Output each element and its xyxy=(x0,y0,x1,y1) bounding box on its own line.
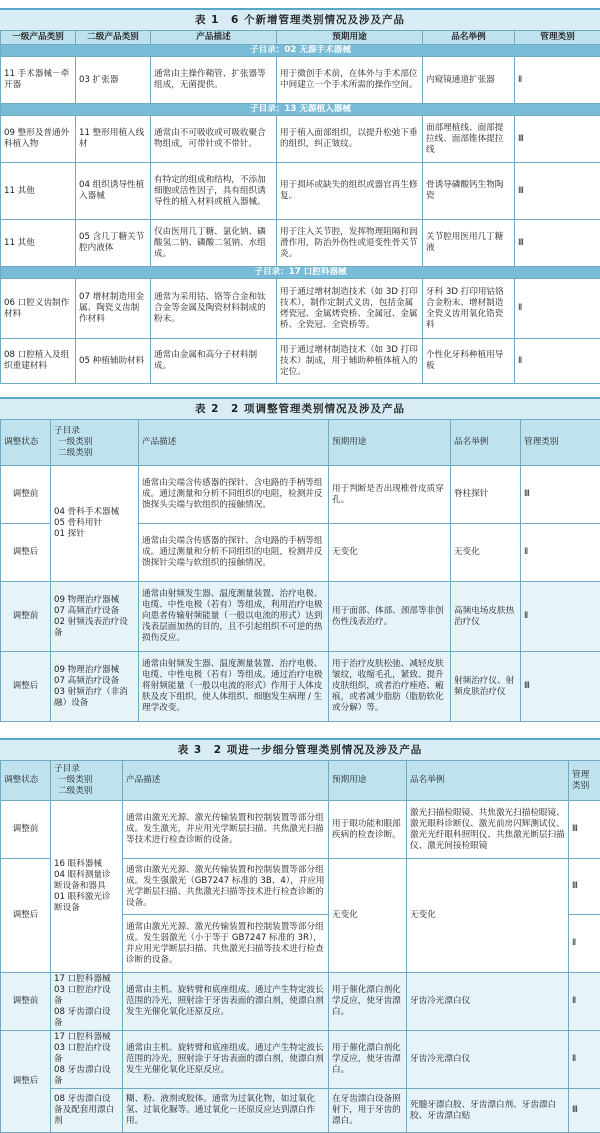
table-1-group-row xyxy=(1,104,600,116)
status-cell: 调整前 xyxy=(1,466,51,524)
table-cell: 05 种植辅助材料 xyxy=(76,339,151,384)
table-row xyxy=(1,1089,600,1133)
catalog-cell: 16 眼科器械 04 眼科测量诊断设备和器具 01 眼科激光诊断设备 xyxy=(51,801,123,973)
table-3-title: 表 3 2 项进一步细分管理类别情况及涉及产品 xyxy=(0,738,600,760)
use-cell: 用于面部、体部、颈部等非创伤性浅表治疗。 xyxy=(329,582,451,652)
mgmt-cell: Ⅲ xyxy=(521,466,600,524)
desc-cell: 糊、粉、液剂或胶体。通常为过氧化物，如过氧化氢、过氧化脲等。通过氧化－还原反应达到漂白作用。 xyxy=(123,1089,329,1133)
table-row xyxy=(1,1031,600,1089)
table-cell: 06 口腔义齿制作材料 xyxy=(1,279,76,339)
catalog-cell: 17 口腔科器械 03 口腔治疗设备 08 牙齿漂白设备 xyxy=(51,1031,123,1089)
header-desc: 产品描述 xyxy=(139,420,329,466)
table-cell: 骨诱导磷酸钙生物陶瓷 xyxy=(423,163,515,220)
mgmt-cell: Ⅱ xyxy=(569,915,600,973)
table-3 xyxy=(0,738,600,1133)
table-cell: 11 其他 xyxy=(1,220,76,267)
table-cell: Ⅱ xyxy=(515,339,600,384)
mgmt-cell: Ⅲ xyxy=(569,859,600,915)
desc-cell: 通常由主机、旋转臂和底座组成。通过产生特定波长范围的冷光，照射涂于牙齿表面的漂白剂，使漂白剂发生光催化氧化还原反应。 xyxy=(123,1031,329,1089)
header-use: 预期用途 xyxy=(329,761,407,801)
example-cell: 激光扫描检眼镜、共焦激光扫描检眼镜、激光眼科诊断仪、激光前房闪辉测试仪、激光光纤眼科照明仪、共焦激光断层扫描仪、激光间接检眼镜 xyxy=(407,801,569,859)
use-cell: 用于催化漂白剂化学反应，使牙齿漂白。 xyxy=(329,973,407,1031)
mgmt-cell: Ⅲ xyxy=(521,652,600,722)
mgmt-cell: Ⅲ xyxy=(569,801,600,859)
table-2-title: 表 2 2 项调整管理类别情况及涉及产品 xyxy=(0,397,600,419)
mgmt-cell: Ⅱ xyxy=(569,1031,600,1089)
table-cell: 08 口腔植入及组织重建材料 xyxy=(1,339,76,384)
table-1-header-cell: 品名举例 xyxy=(423,31,515,45)
table-1-header-cell: 二级产品类别 xyxy=(76,31,151,45)
table-1-header-cell: 一级产品类别 xyxy=(1,31,76,45)
catalog-cell: 09 物理治疗器械 07 高频治疗设备 03 射频治疗（非消融）设备 xyxy=(51,652,139,722)
table-row xyxy=(1,582,600,652)
mgmt-cell: Ⅲ xyxy=(569,1089,600,1133)
table-cell: 通常由不可吸收或可吸收聚合物组成，可带针或不带针。 xyxy=(151,116,277,163)
mgmt-cell: Ⅱ xyxy=(521,582,600,652)
desc-cell: 通常由激光光源、激光传输装置和控制装置等部分组成。发生强激光（GB7247 标准的 3B、4），并应用光学断层扫描、共焦激光扫描等技术进行检查诊断的设备。 xyxy=(123,859,329,915)
table-cell: 牙科 3D 打印用钴铬合金粉末、增材制造全瓷义齿用氧化锆瓷料 xyxy=(423,279,515,339)
use-cell: 无变化 xyxy=(329,524,451,582)
example-cell: 高频电场皮肤热治疗仪 xyxy=(451,582,521,652)
table-cell: 03 扩张器 xyxy=(76,57,151,104)
table-cell: 用于植入面部组织，以提升松弛下垂的组织，纠正皱纹。 xyxy=(277,116,423,163)
use-cell: 无变化 xyxy=(329,859,407,973)
desc-cell: 通常由尖端含传感器的探针、含电路的手柄等组成。通过测量和分析不同组织的电阻，检测并反馈探头尖端与软组织的接触情况。 xyxy=(139,466,329,524)
table-row xyxy=(1,652,600,722)
example-cell: 脊柱探针 xyxy=(451,466,521,524)
catalog-header-line: 子目录 xyxy=(54,426,135,437)
catalog-header-line: 一级类别 xyxy=(54,775,119,786)
table-cell: Ⅲ xyxy=(515,220,600,267)
table-cell: 11 手术器械－牵开器 xyxy=(1,57,76,104)
table-1-grid xyxy=(0,30,600,384)
desc-cell: 通常由射频发生器、温度测量装置、治疗电极、电缆、中性电极（若有）等组成，利用治疗电极向患者传输射频能量（一般以电流的形式）达到浅表层面加热的目的，且不引起组织不可逆的热损伤反应。 xyxy=(139,582,329,652)
header-catalog xyxy=(51,420,139,466)
table-cell: 面部埋植线、面部提拉线、面部锥体提拉线 xyxy=(423,116,515,163)
table-cell: 个性化牙科种植用导板 xyxy=(423,339,515,384)
header-mgmt: 管理类别 xyxy=(521,420,600,466)
table-cell: 通常由主操作鞘管、扩张器等组成，无菌提供。 xyxy=(151,57,277,104)
desc-cell: 通常由尖端含传感器的探针、含电路的手柄等组成。通过测量和分析不同组织的电阻，检测并反馈探针尖端与软组织的接触情况。 xyxy=(139,524,329,582)
table-cell: 05 含几丁糖关节腔内液体 xyxy=(76,220,151,267)
catalog-cell: 17 口腔科器械 03 口腔治疗设备 08 牙齿漂白设备 xyxy=(51,973,123,1031)
table-cell: 09 整形及普通外科植入物 xyxy=(1,116,76,163)
desc-cell: 通常由主机、旋转臂和底座组成。通过产生特定波长范围的冷光，照射涂于牙齿表面的漂白剂，使漂白剂发生光催化氧化还原反应。 xyxy=(123,973,329,1031)
catalog-header-line: 一级类别 xyxy=(54,437,135,448)
table-row xyxy=(1,466,600,524)
example-cell: 射频治疗仪、射频皮肤治疗仪 xyxy=(451,652,521,722)
table-row xyxy=(1,163,600,220)
example-cell: 牙齿冷光漂白仪 xyxy=(407,1031,569,1089)
use-cell: 用于治疗皮肤松弛、减轻皮肤皱纹，收缩毛孔，紧致、提升皮肤组织，或者治疗痤疮、瘢痕，或者减少脂肪（脂肪软化或分解）等。 xyxy=(329,652,451,722)
catalog-header-line: 二级类别 xyxy=(54,448,135,459)
status-cell: 调整后 xyxy=(1,652,51,722)
status-cell: 调整后 xyxy=(1,524,51,582)
table-row xyxy=(1,973,600,1031)
group-label: 子目录：17 口腔科器械 xyxy=(1,267,600,279)
table-cell: 内窥镜通道扩张器 xyxy=(423,57,515,104)
table-2 xyxy=(0,397,600,722)
table-cell: Ⅱ xyxy=(515,279,600,339)
table-cell: 通常为采用钴、铬等合金和钛合金等金属及陶瓷材料制成的粉末。 xyxy=(151,279,277,339)
table-row xyxy=(1,339,600,384)
table-1-header-cell: 预期用途 xyxy=(277,31,423,45)
example-cell: 无变化 xyxy=(451,524,521,582)
table-1-title: 表 1 6 个新增管理类别情况及涉及产品 xyxy=(0,8,600,30)
table-row xyxy=(1,220,600,267)
header-example: 品名举例 xyxy=(451,420,521,466)
example-cell: 无变化 xyxy=(407,859,569,973)
table-1-header-cell: 管理类别 xyxy=(515,31,600,45)
group-label: 子目录：02 无源手术器械 xyxy=(1,45,600,57)
table-2-grid xyxy=(0,419,600,722)
header-catalog xyxy=(51,761,123,801)
table-1 xyxy=(0,8,600,384)
table-row xyxy=(1,279,600,339)
table-2-header-row xyxy=(1,420,600,466)
table-cell: 07 增材制造用金属、陶瓷义齿制作材料 xyxy=(76,279,151,339)
use-cell: 用于眼功能和眼部疾病的检查诊断。 xyxy=(329,801,407,859)
table-1-header-row xyxy=(1,31,600,45)
table-1-group-row xyxy=(1,45,600,57)
desc-cell: 通常由激光光源、激光传输装置和控制装置等部分组成。发生激光，并应用光学断层扫描、共焦激光扫描等技术进行检查诊断的设备。 xyxy=(123,801,329,859)
table-3-header-row xyxy=(1,761,600,801)
status-cell: 调整前 xyxy=(1,973,51,1031)
table-cell: Ⅱ xyxy=(515,57,600,104)
table-1-group-row xyxy=(1,267,600,279)
table-3-grid xyxy=(0,760,600,1133)
header-desc: 产品描述 xyxy=(123,761,329,801)
table-1-header-cell: 产品描述 xyxy=(151,31,277,45)
table-cell: 有特定的组成和结构，不添加细胞或活性因子，具有组织诱导性的植入材料或植入器械。 xyxy=(151,163,277,220)
table-cell: 用于通过增材制造技术（如 3D 打印技术）制成，用于辅助种植体植入的定位。 xyxy=(277,339,423,384)
table-cell: 用于通过增材制造技术（如 3D 打印技术），制作定制式义齿，包括金属烤瓷冠、金属烤瓷桥、全属冠、金属桥、全瓷冠、全瓷桥等。 xyxy=(277,279,423,339)
table-cell: Ⅲ xyxy=(515,163,600,220)
catalog-header-line: 子目录 xyxy=(54,764,119,775)
status-cell: 调整后 xyxy=(1,859,51,973)
header-mgmt: 管理类别 xyxy=(569,761,600,801)
table-cell: 通常由金属和高分子材料制成。 xyxy=(151,339,277,384)
example-cell: 死髓牙漂白胶、牙齿漂白剂、牙齿漂白胶、牙齿漂白贴 xyxy=(407,1089,569,1133)
table-cell: Ⅲ xyxy=(515,116,600,163)
table-row xyxy=(1,57,600,104)
table-row xyxy=(1,801,600,859)
header-example: 品名举例 xyxy=(407,761,569,801)
table-cell: 用于微创手术前，在体外与手术部位中间建立一个手术所需的操作空间。 xyxy=(277,57,423,104)
status-cell: 调整前 xyxy=(1,582,51,652)
desc-cell: 通常由激光光源、激光传输装置和控制装置等部分组成。发生弱激光（小于等于 GB7247 标准的 3R），并应用光学断层扫描、共焦激光扫描等技术进行检查诊断的设备。 xyxy=(123,915,329,973)
mgmt-cell: Ⅱ xyxy=(569,973,600,1031)
example-cell: 牙齿冷光漂白仪 xyxy=(407,973,569,1031)
catalog-cell: 08 牙齿漂白设备及配套用漂白剂 xyxy=(51,1089,123,1133)
status-cell: 调整前 xyxy=(1,801,51,859)
status-cell: 调整后 xyxy=(1,1031,51,1133)
use-cell: 用于催化漂白剂化学反应，使牙齿漂白。 xyxy=(329,1031,407,1089)
use-cell: 用于判断是否出现椎骨皮质穿孔。 xyxy=(329,466,451,524)
mgmt-cell: Ⅱ xyxy=(521,524,600,582)
catalog-cell: 04 骨科手术器械 05 骨科用针 01 探针 xyxy=(51,466,139,582)
header-status: 调整状态 xyxy=(1,761,51,801)
header-use: 预期用途 xyxy=(329,420,451,466)
header-status: 调整状态 xyxy=(1,420,51,466)
table-cell: 用于损坏或缺失的组织或器官再生修复。 xyxy=(277,163,423,220)
table-cell: 用于注入关节腔，发挥物理阻隔和润滑作用，防治外伤性或退变性骨关节炎。 xyxy=(277,220,423,267)
table-cell: 04 组织诱导性植入器械 xyxy=(76,163,151,220)
catalog-cell: 09 物理治疗器械 07 高频治疗设备 02 射频浅表治疗设备 xyxy=(51,582,139,652)
group-label: 子目录：13 无源植入器械 xyxy=(1,104,600,116)
use-cell: 在牙齿漂白设备照射下，用于牙齿的漂白。 xyxy=(329,1089,407,1133)
table-cell: 11 其他 xyxy=(1,163,76,220)
table-cell: 仅由医用几丁糖、氯化钠、磷酸氢二钠、磷酸二氢钠、水组成。 xyxy=(151,220,277,267)
desc-cell: 通常由射频发生器、温度测量装置、治疗电极、电缆、中性电极（若有）等组成。通过治疗电极将射频能量（一般以电流的形式）作用于人体皮肤及皮下组织，使人体组织、细胞发生病理 / 生理学改变。 xyxy=(139,652,329,722)
table-row xyxy=(1,116,600,163)
table-cell: 11 整形用植入线材 xyxy=(76,116,151,163)
catalog-header-line: 二级类别 xyxy=(54,786,119,797)
table-cell: 关节腔用医用几丁糖液 xyxy=(423,220,515,267)
